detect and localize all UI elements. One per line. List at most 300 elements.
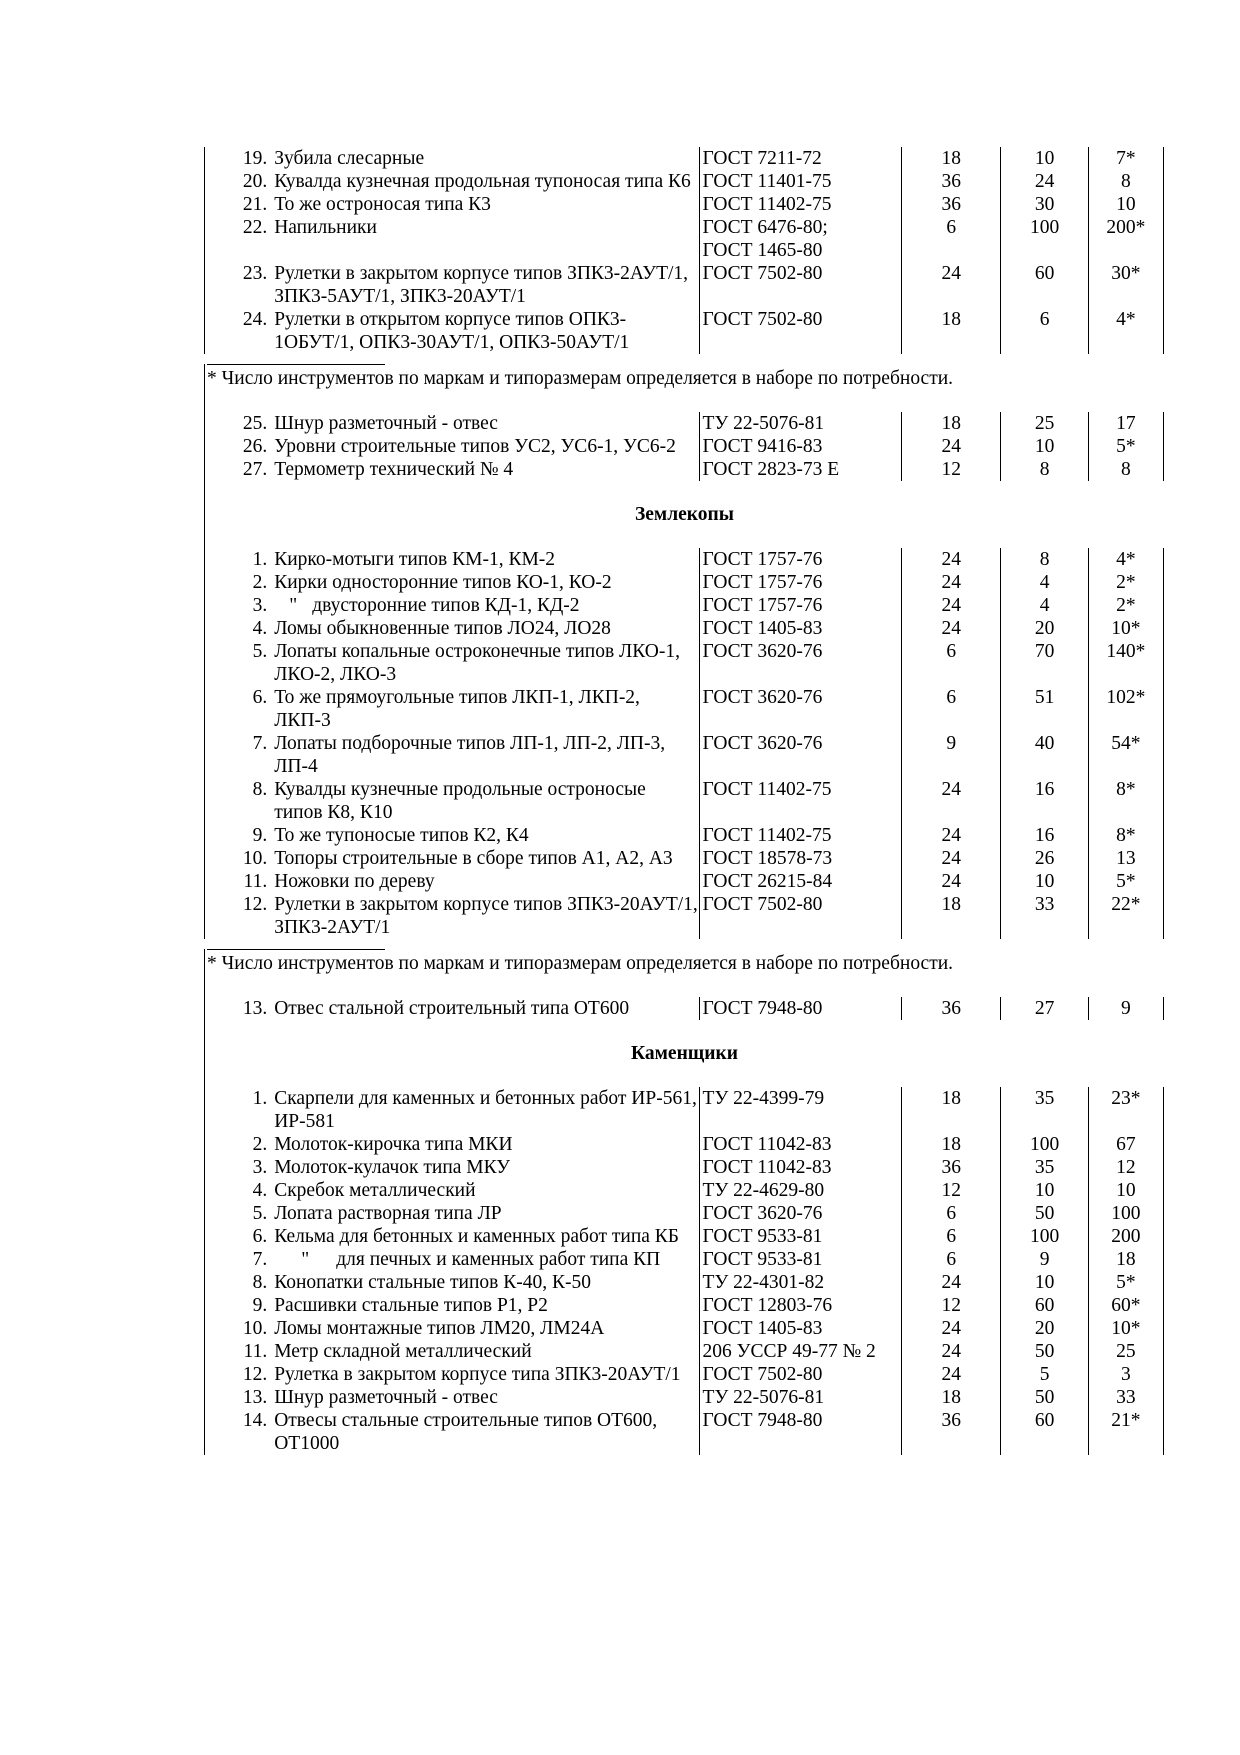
table-row: [205, 1340, 1164, 1363]
value-col-b: 30: [1001, 193, 1088, 216]
standard-reference: [699, 1179, 902, 1202]
value-col-c: 8*: [1088, 778, 1163, 824]
standard-code: ГОСТ 11402-75: [702, 194, 832, 215]
value-col-b: 8: [1001, 458, 1088, 481]
row-number: 10.: [205, 1317, 275, 1340]
standard-reference: [699, 435, 902, 458]
tool-name-text: двусторонние типов КД-1, КД-2: [312, 595, 580, 616]
standard-code: ТУ 22-4629-80: [702, 1180, 825, 1201]
value-col-c: 33: [1088, 1386, 1163, 1409]
value-col-a: 36: [902, 193, 1001, 216]
row-number: 3.: [205, 594, 275, 617]
tool-name: [274, 732, 699, 778]
value-col-b: 51: [1001, 686, 1088, 732]
tool-name: [274, 412, 699, 435]
value-col-b: 10: [1001, 1179, 1088, 1202]
tool-name-text: Напильники: [274, 217, 377, 238]
value-col-b: 16: [1001, 778, 1088, 824]
table-row: [205, 412, 1164, 435]
value-col-a: 24: [902, 1271, 1001, 1294]
row-number: 5.: [205, 640, 275, 686]
row-number: 22.: [205, 216, 275, 262]
value-col-a: 18: [902, 308, 1001, 354]
table-row: [205, 824, 1164, 847]
tool-name-text: Кувалда кузнечная продольная тупоносая типа К6: [274, 171, 691, 192]
spacer: [204, 1020, 1164, 1042]
value-col-b: 40: [1001, 732, 1088, 778]
standard-code: ГОСТ 7948-80: [702, 998, 823, 1019]
row-number: 27.: [205, 458, 275, 481]
standard-reference: [699, 686, 902, 732]
value-col-b: 35: [1001, 1156, 1088, 1179]
value-col-b: 9: [1001, 1248, 1088, 1271]
section-heading-kamenshchiki: Каменщики: [204, 1042, 1164, 1065]
standard-code: ГОСТ 11401-75: [702, 171, 832, 192]
table-row: [205, 216, 1164, 262]
footnote-rule: [207, 364, 385, 365]
standard-code: ГОСТ 1405-83: [702, 618, 823, 639]
value-col-b: 26: [1001, 847, 1088, 870]
standard-code: ГОСТ 3620-76: [702, 733, 823, 754]
value-col-b: 50: [1001, 1202, 1088, 1225]
tool-name-text: То же остроносая типа К3: [274, 194, 491, 215]
value-col-a: 24: [902, 778, 1001, 824]
standard-reference: [699, 170, 902, 193]
tool-name: [274, 216, 699, 262]
value-col-c: 22*: [1088, 893, 1163, 939]
tool-name-text: Шнур разметочный - отвес: [274, 413, 498, 434]
value-col-b: 10: [1001, 147, 1088, 170]
value-col-a: 24: [902, 262, 1001, 308]
table-row: [205, 458, 1164, 481]
tool-name: [274, 847, 699, 870]
standard-reference: [699, 193, 902, 216]
standard-reference: [699, 1087, 902, 1133]
spacer: [204, 481, 1164, 503]
standard-reference: [699, 617, 902, 640]
value-col-c: 5*: [1088, 1271, 1163, 1294]
row-number: 6.: [205, 686, 275, 732]
standard-reference: [699, 412, 902, 435]
value-col-c: 100: [1088, 1202, 1163, 1225]
value-col-a: 36: [902, 1409, 1001, 1455]
value-col-c: 21*: [1088, 1409, 1163, 1455]
value-col-a: 6: [902, 640, 1001, 686]
row-number: 8.: [205, 1271, 275, 1294]
tool-name: [274, 548, 699, 571]
footnote-text: * Число инструментов по маркам и типоразмерам определяется в наборе по потребности.: [207, 368, 954, 389]
value-col-c: 8*: [1088, 824, 1163, 847]
standard-reference: [699, 458, 902, 481]
tool-name-text: Отвесы стальные строительные типов ОТ600, ОТ1000: [274, 1410, 658, 1454]
value-col-b: 20: [1001, 617, 1088, 640]
tool-name-text: Шнур разметочный - отвес: [274, 1387, 498, 1408]
value-col-b: 60: [1001, 1409, 1088, 1455]
value-col-a: 18: [902, 1386, 1001, 1409]
tool-name: [274, 1156, 699, 1179]
tool-name-text: Ломы монтажные типов ЛМ20, ЛМ24А: [274, 1318, 605, 1339]
tool-name: [274, 1363, 699, 1386]
value-col-c: 102*: [1088, 686, 1163, 732]
standard-code: ГОСТ 7502-80: [702, 1364, 823, 1385]
tool-name-text: Конопатки стальные типов К-40, К-50: [274, 1272, 591, 1293]
value-col-a: 18: [902, 1133, 1001, 1156]
value-col-a: 24: [902, 594, 1001, 617]
tools-table-section-2-cont: [204, 997, 1164, 1020]
standard-code: ГОСТ 11042-83: [702, 1157, 832, 1178]
tool-name-text: Лопата растворная типа ЛР: [274, 1203, 502, 1224]
standard-reference: [699, 1340, 902, 1363]
value-col-a: 24: [902, 870, 1001, 893]
table-row: [205, 870, 1164, 893]
row-number: 11.: [205, 1340, 275, 1363]
row-number: 19.: [205, 147, 275, 170]
value-col-a: 24: [902, 1317, 1001, 1340]
tool-name: [274, 640, 699, 686]
standard-code: ГОСТ 7948-80: [702, 1410, 823, 1431]
tool-name: [274, 1317, 699, 1340]
value-col-b: 33: [1001, 893, 1088, 939]
tools-table-section-3: [204, 1087, 1164, 1455]
standard-reference: [699, 1225, 902, 1248]
standard-reference: [699, 1409, 902, 1455]
tool-name: [274, 147, 699, 170]
standard-reference: [699, 778, 902, 824]
value-col-c: 18: [1088, 1248, 1163, 1271]
row-number: 8.: [205, 778, 275, 824]
standard-code: ТУ 22-5076-81: [702, 413, 825, 434]
standard-code: ГОСТ 18578-73: [702, 848, 833, 869]
standard-code: 206 УССР 49-77 № 2: [702, 1341, 876, 1362]
tool-name: [274, 1202, 699, 1225]
standard-code: ГОСТ 1757-76: [702, 549, 823, 570]
standard-code: ТУ 22-4399-79: [702, 1088, 825, 1109]
tool-name: [274, 1248, 699, 1271]
row-number: 13.: [205, 1386, 275, 1409]
standard-code: ГОСТ 1405-83: [702, 1318, 823, 1339]
value-col-b: 100: [1001, 1225, 1088, 1248]
value-col-a: 18: [902, 412, 1001, 435]
value-col-c: 5*: [1088, 870, 1163, 893]
value-col-c: 8: [1088, 458, 1163, 481]
value-col-a: 24: [902, 617, 1001, 640]
footnote-rule: [207, 949, 385, 950]
tool-name: [274, 1409, 699, 1455]
value-col-b: 8: [1001, 548, 1088, 571]
tool-name: [274, 1340, 699, 1363]
standard-reference: [699, 893, 902, 939]
tool-name-text: Молоток-кулачок типа МКУ: [274, 1157, 511, 1178]
value-col-c: 10*: [1088, 617, 1163, 640]
value-col-a: 18: [902, 147, 1001, 170]
standard-reference: [699, 824, 902, 847]
value-col-b: 20: [1001, 1317, 1088, 1340]
spacer: [204, 1065, 1164, 1087]
table-row: [205, 686, 1164, 732]
table-row: [205, 1179, 1164, 1202]
tool-name-text: Отвес стальной строительный типа ОТ600: [274, 998, 630, 1019]
value-col-c: 7*: [1088, 147, 1163, 170]
spacer: [204, 526, 1164, 548]
standard-code: ГОСТ 12803-76: [702, 1295, 833, 1316]
value-col-c: 200: [1088, 1225, 1163, 1248]
value-col-b: 6: [1001, 308, 1088, 354]
value-col-a: 6: [902, 1248, 1001, 1271]
tool-name-text: Молоток-кирочка типа МКИ: [274, 1134, 513, 1155]
tool-name-text: Ломы обыкновенные типов ЛО24, ЛО28: [274, 618, 611, 639]
table-row: [205, 847, 1164, 870]
standard-code: ГОСТ 26215-84: [702, 871, 833, 892]
standard-code: ГОСТ 3620-76: [702, 687, 823, 708]
row-number: 21.: [205, 193, 275, 216]
footnote-block-1: [204, 364, 1164, 412]
value-col-c: 4*: [1088, 308, 1163, 354]
row-number: 10.: [205, 847, 275, 870]
tool-name-text: Лопаты копальные остроконечные типов ЛКО-1, ЛКО-2, ЛКО-3: [274, 641, 680, 685]
value-col-c: 17: [1088, 412, 1163, 435]
value-col-a: 18: [902, 893, 1001, 939]
table-row: [205, 893, 1164, 939]
standard-code: ГОСТ 11402-75: [702, 779, 832, 800]
tool-name: [274, 617, 699, 640]
standard-code: ГОСТ 9416-83: [702, 436, 823, 457]
standard-code: ГОСТ 7502-80: [702, 263, 823, 284]
value-col-c: 10: [1088, 1179, 1163, 1202]
row-number: 13.: [205, 997, 275, 1020]
table-row: [205, 1294, 1164, 1317]
standard-code: ГОСТ 1757-76: [702, 595, 823, 616]
row-number: 7.: [205, 1248, 275, 1271]
value-col-b: 10: [1001, 870, 1088, 893]
value-col-a: 36: [902, 1156, 1001, 1179]
value-col-c: 12: [1088, 1156, 1163, 1179]
tool-name: [274, 1179, 699, 1202]
value-col-b: 24: [1001, 170, 1088, 193]
footnote-block-2: [204, 949, 1164, 997]
ditto-mark: ": [289, 595, 298, 616]
tool-name: [274, 170, 699, 193]
row-number: 7.: [205, 732, 275, 778]
tool-name-text: Термометр технический № 4: [274, 459, 514, 480]
tools-table-section-1-cont: [204, 412, 1164, 481]
row-number: 25.: [205, 412, 275, 435]
tool-name: [274, 1225, 699, 1248]
standard-code: ГОСТ 7502-80: [702, 894, 823, 915]
standard-reference: [699, 1386, 902, 1409]
table-row: [205, 1248, 1164, 1271]
tool-name: [274, 686, 699, 732]
tool-name: [274, 893, 699, 939]
value-col-c: 2*: [1088, 594, 1163, 617]
table-row: [205, 170, 1164, 193]
standard-reference: [699, 308, 902, 354]
standard-reference: [699, 1156, 902, 1179]
standard-code: ГОСТ 7502-80: [702, 309, 823, 330]
tool-name-text: Метр складной металлический: [274, 1341, 532, 1362]
table-row: [205, 193, 1164, 216]
value-col-c: 30*: [1088, 262, 1163, 308]
standard-code: ГОСТ 7211-72: [702, 148, 822, 169]
value-col-a: 6: [902, 686, 1001, 732]
tool-name-text: Кельма для бетонных и каменных работ типа КБ: [274, 1226, 679, 1247]
value-col-b: 10: [1001, 1271, 1088, 1294]
table-row: [205, 640, 1164, 686]
tool-name: [274, 308, 699, 354]
standard-reference: [699, 1202, 902, 1225]
value-col-b: 4: [1001, 594, 1088, 617]
table-row: [205, 571, 1164, 594]
standard-code: ГОСТ 3620-76: [702, 1203, 823, 1224]
value-col-c: 8: [1088, 170, 1163, 193]
standard-reference: [699, 847, 902, 870]
tool-name-text: Рулетки в закрытом корпусе типов ЗПК3-2АУТ/1, ЗПК3-5АУТ/1, ЗПК3-20АУТ/1: [274, 263, 689, 307]
tool-name-text: Скребок металлический: [274, 1180, 476, 1201]
tool-name-text: Уровни строительные типов УС2, УС6-1, УС6-2: [274, 436, 676, 457]
value-col-b: 5: [1001, 1363, 1088, 1386]
tool-name: [274, 571, 699, 594]
standard-reference: [699, 216, 902, 262]
row-number: 23.: [205, 262, 275, 308]
standard-reference: [699, 870, 902, 893]
standard-code: ТУ 22-5076-81: [702, 1387, 825, 1408]
row-number: 2.: [205, 1133, 275, 1156]
value-col-c: 25: [1088, 1340, 1163, 1363]
tools-table-section-2: [204, 548, 1164, 939]
table-row: [205, 1317, 1164, 1340]
standard-reference: [699, 997, 902, 1020]
tool-name-text: Топоры строительные в сборе типов А1, А2, А3: [274, 848, 673, 869]
value-col-c: 10: [1088, 193, 1163, 216]
table-row: [205, 1156, 1164, 1179]
standard-reference: [699, 1363, 902, 1386]
table-row: [205, 147, 1164, 170]
value-col-b: 60: [1001, 262, 1088, 308]
tool-name-text: То же тупоносые типов К2, К4: [274, 825, 529, 846]
standard-reference: [699, 640, 902, 686]
standard-code: ГОСТ 6476-80;: [702, 217, 828, 238]
standard-code: ТУ 22-4301-82: [702, 1272, 825, 1293]
value-col-c: 9: [1088, 997, 1163, 1020]
document-content: [204, 147, 1164, 1455]
value-col-c: 3: [1088, 1363, 1163, 1386]
tool-name: [274, 870, 699, 893]
tool-name-text: Рулетка в закрытом корпусе типа ЗПК3-20АУТ/1: [274, 1364, 681, 1385]
value-col-c: 13: [1088, 847, 1163, 870]
standard-code: ГОСТ 9533-81: [702, 1249, 823, 1270]
value-col-c: 200*: [1088, 216, 1163, 262]
footnote-text: * Число инструментов по маркам и типоразмерам определяется в наборе по потребности.: [207, 953, 954, 974]
standard-code: ГОСТ 1757-76: [702, 572, 823, 593]
value-col-b: 25: [1001, 412, 1088, 435]
value-col-b: 16: [1001, 824, 1088, 847]
value-col-c: 23*: [1088, 1087, 1163, 1133]
tool-name-text: для печных и каменных работ типа КП: [336, 1249, 661, 1270]
tool-name: [274, 435, 699, 458]
table-row: [205, 778, 1164, 824]
standard-code: ГОСТ 11042-83: [702, 1134, 832, 1155]
row-number: 9.: [205, 824, 275, 847]
value-col-a: 12: [902, 1294, 1001, 1317]
tool-name: [274, 1271, 699, 1294]
table-row: [205, 594, 1164, 617]
value-col-b: 10: [1001, 435, 1088, 458]
value-col-a: 24: [902, 1363, 1001, 1386]
value-col-c: 60*: [1088, 1294, 1163, 1317]
table-row: [205, 1409, 1164, 1455]
standard-reference: [699, 147, 902, 170]
value-col-c: 54*: [1088, 732, 1163, 778]
tool-name-text: Кирко-мотыги типов КМ-1, КМ-2: [274, 549, 556, 570]
value-col-b: 27: [1001, 997, 1088, 1020]
value-col-b: 35: [1001, 1087, 1088, 1133]
tool-name-text: Рулетки в закрытом корпусе типов ЗПК3-20АУТ/1, ЗПК3-2АУТ/1: [274, 894, 698, 938]
tool-name-text: Лопаты подборочные типов ЛП-1, ЛП-2, ЛП-3, ЛП-4: [274, 733, 666, 777]
value-col-b: 50: [1001, 1340, 1088, 1363]
value-col-a: 6: [902, 1202, 1001, 1225]
table-row: [205, 732, 1164, 778]
standard-reference: [699, 1294, 902, 1317]
row-number: 1.: [205, 548, 275, 571]
tool-name: [274, 262, 699, 308]
tool-name-text: Кирки односторонние типов КО-1, КО-2: [274, 572, 612, 593]
value-col-a: 18: [902, 1087, 1001, 1133]
standard-code-2: ГОСТ 1465-80: [702, 240, 823, 261]
table-row: [205, 548, 1164, 571]
table-row: [205, 1202, 1164, 1225]
tool-name-text: Кувалды кузнечные продольные остроносые типов К8, К10: [274, 779, 646, 823]
table-row: [205, 1087, 1164, 1133]
tool-name-text: Зубила слесарные: [274, 148, 425, 169]
standard-reference: [699, 732, 902, 778]
standard-reference: [699, 594, 902, 617]
value-col-a: 36: [902, 997, 1001, 1020]
value-col-a: 9: [902, 732, 1001, 778]
value-col-c: 2*: [1088, 571, 1163, 594]
tool-name: [274, 1133, 699, 1156]
value-col-c: 10*: [1088, 1317, 1163, 1340]
value-col-a: 12: [902, 1179, 1001, 1202]
value-col-c: 140*: [1088, 640, 1163, 686]
ditto-mark: ": [301, 1249, 310, 1270]
table-row: [205, 1386, 1164, 1409]
tool-name: [274, 1087, 699, 1133]
tool-name-text: То же прямоугольные типов ЛКП-1, ЛКП-2, ЛКП-3: [274, 687, 640, 731]
standard-code: ГОСТ 3620-76: [702, 641, 823, 662]
table-row: [205, 617, 1164, 640]
value-col-a: 24: [902, 435, 1001, 458]
tool-name-text: Рулетки в открытом корпусе типов ОПК3-1ОБУТ/1, ОПК3-30АУТ/1, ОПК3-50АУТ/1: [274, 309, 630, 353]
standard-code: ГОСТ 2823-73 Е: [702, 459, 840, 480]
standard-reference: [699, 548, 902, 571]
value-col-b: 60: [1001, 1294, 1088, 1317]
value-col-b: 4: [1001, 571, 1088, 594]
table-row: [205, 1225, 1164, 1248]
tool-name-text: Скарпели для каменных и бетонных работ ИР-561, ИР-581: [274, 1088, 697, 1132]
table-row: [205, 997, 1164, 1020]
standard-reference: [699, 262, 902, 308]
row-number: 12.: [205, 893, 275, 939]
row-number: 2.: [205, 571, 275, 594]
table-row: [205, 1271, 1164, 1294]
standard-reference: [699, 1317, 902, 1340]
value-col-a: 24: [902, 1340, 1001, 1363]
row-number: 12.: [205, 1363, 275, 1386]
value-col-a: 6: [902, 1225, 1001, 1248]
standard-reference: [699, 1271, 902, 1294]
value-col-c: 4*: [1088, 548, 1163, 571]
row-number: 4.: [205, 617, 275, 640]
tool-name: [274, 824, 699, 847]
